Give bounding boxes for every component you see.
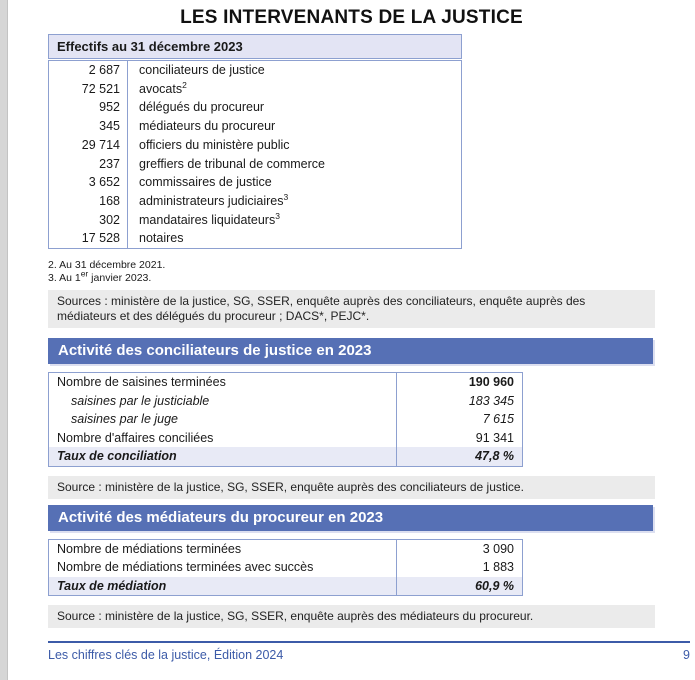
effectif-label-text: greffiers de tribunal de commerce <box>139 156 325 171</box>
effectif-value: 29 714 <box>49 136 128 155</box>
table-row <box>49 540 522 559</box>
effectif-label-text: médiateurs du procureur <box>139 119 276 134</box>
effectif-label <box>128 98 264 117</box>
table-row-total <box>49 447 522 466</box>
row-value: 7 615 <box>396 410 522 429</box>
footer-title: Les chiffres clés de la justice, Édition 2024 <box>48 648 284 663</box>
table-row <box>49 98 461 117</box>
conciliateurs-table <box>48 372 523 467</box>
table-row <box>49 211 461 230</box>
effectif-label <box>128 136 290 155</box>
row-label: Taux de médiation <box>57 578 167 593</box>
effectif-label <box>128 117 275 136</box>
row-label: Nombre d'affaires conciliées <box>57 430 214 445</box>
source-note-mediateurs: Source : ministère de la justice, SG, SSER, enquête auprès des médiateurs du procureur. <box>48 605 655 628</box>
footnote-3 <box>48 268 655 285</box>
effectif-label-text: notaires <box>139 231 184 246</box>
effectifs-table-header: Effectifs au 31 décembre 2023 <box>48 34 462 59</box>
row-label: Nombre de médiations terminées <box>57 541 242 556</box>
table-row <box>49 429 522 448</box>
effectif-value: 237 <box>49 155 128 174</box>
effectif-label-text: mandataires liquidateurs <box>139 212 276 227</box>
row-value: 190 960 <box>396 373 522 392</box>
effectifs-table-body <box>48 60 462 249</box>
effectif-value: 72 521 <box>49 80 128 99</box>
footer-divider <box>48 641 690 643</box>
row-value: 60,9 % <box>396 577 522 596</box>
effectif-label-text: administrateurs judiciaires <box>139 193 284 208</box>
effectif-value: 302 <box>49 211 128 230</box>
table-row <box>49 136 461 155</box>
footnote-ref: 2 <box>182 79 187 90</box>
effectif-value: 17 528 <box>49 229 128 248</box>
table-row <box>49 80 461 99</box>
row-value: 47,8 % <box>396 447 522 466</box>
table-row <box>49 117 461 136</box>
table-row <box>49 558 522 577</box>
footnotes <box>48 259 655 285</box>
section-header-conciliateurs: Activité des conciliateurs de justice en 2023 <box>48 338 653 364</box>
effectif-label <box>128 80 187 99</box>
effectif-label-text: délégués du procureur <box>139 100 265 115</box>
effectif-value: 952 <box>49 98 128 117</box>
effectif-label <box>128 173 272 192</box>
table-row <box>49 373 522 392</box>
row-value: 3 090 <box>396 540 522 559</box>
effectif-label <box>128 211 280 230</box>
source-note-conciliateurs: Source : ministère de la justice, SG, SSER, enquête auprès des conciliateurs de justice. <box>48 476 655 499</box>
sources-note-main: Sources : ministère de la justice, SG, SSER, enquête auprès des conciliateurs, enquête auprès des médiateurs et des délégués du procureur ; DACS*, PEJC*. <box>48 290 655 328</box>
effectif-label <box>128 155 325 174</box>
table-row <box>49 229 461 248</box>
effectif-label <box>128 229 183 248</box>
effectif-label-text: officiers du ministère public <box>139 137 290 152</box>
table-row <box>49 392 522 411</box>
footnote-ref: 3 <box>283 191 289 202</box>
effectif-value: 3 652 <box>49 173 128 192</box>
footnote-2: 2. Au 31 décembre 2021. <box>48 259 166 272</box>
mediateurs-table <box>48 539 523 597</box>
page-title: LES INTERVENANTS DE LA JUSTICE <box>180 7 523 28</box>
table-row <box>49 410 522 429</box>
footnote-3-text: 3. Au 1 <box>48 272 81 285</box>
effectif-value: 168 <box>49 192 128 211</box>
table-row <box>49 155 461 174</box>
section-header-mediateurs: Activité des médiateurs du procureur en 2023 <box>48 505 653 531</box>
table-row-total <box>49 577 522 596</box>
row-label: Nombre de saisines terminées <box>57 375 226 390</box>
effectif-label-text: conciliateurs de justice <box>139 63 265 77</box>
row-label: Taux de conciliation <box>57 449 177 464</box>
row-value: 91 341 <box>396 429 522 448</box>
effectif-label <box>128 192 288 211</box>
effectif-value: 2 687 <box>49 61 128 80</box>
table-row <box>49 173 461 192</box>
effectif-value: 345 <box>49 117 128 136</box>
effectif-label-text: avocats <box>139 81 183 96</box>
ordinal-superscript: er <box>80 268 89 279</box>
footer-page-number: 9 <box>683 648 690 663</box>
footnote-3-text: janvier 2023. <box>88 272 152 285</box>
table-row <box>49 61 461 80</box>
effectifs-table <box>48 34 462 249</box>
document-page <box>48 0 690 663</box>
row-label: saisines par le justiciable <box>71 393 210 408</box>
footnote-ref: 3 <box>275 210 280 221</box>
table-row <box>49 192 461 211</box>
effectif-label <box>128 61 265 80</box>
row-value: 183 345 <box>396 392 522 411</box>
effectif-label-text: commissaires de justice <box>139 175 272 190</box>
row-label: saisines par le juge <box>71 412 179 427</box>
row-label: Nombre de médiations terminées avec succès <box>57 560 314 575</box>
page-edge-strip <box>0 0 8 680</box>
row-value: 1 883 <box>396 558 522 577</box>
page-footer <box>48 647 690 663</box>
